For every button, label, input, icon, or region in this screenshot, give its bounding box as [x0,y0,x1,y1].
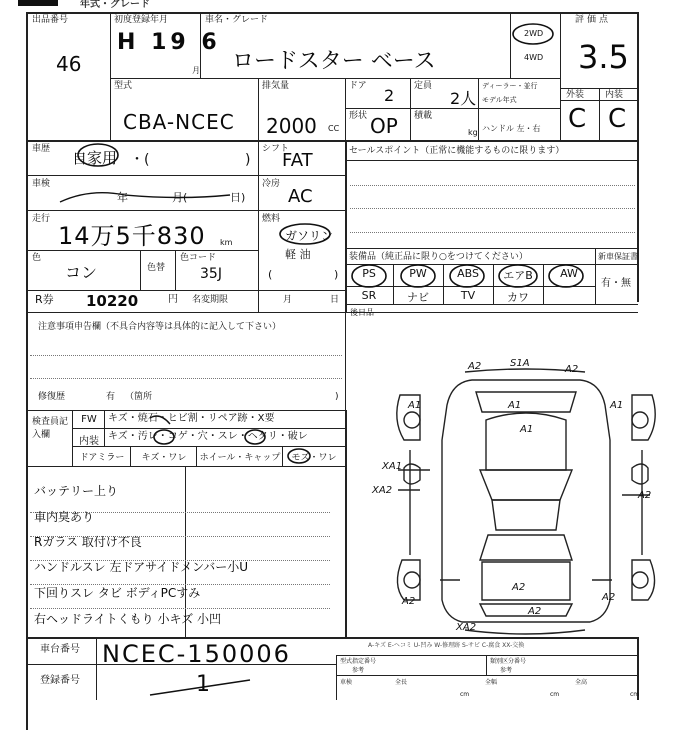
hw-note-2: 車内臭あり [34,510,95,524]
hw-recycle-fee: 10220 [86,292,139,310]
hw-note-4: ハンドルスレ 左ドアサイドメンバー小U [34,560,249,574]
label-handle: ハンドル 左・右 [482,124,541,133]
hw-shift: FAT [282,150,313,171]
mark-rear-xa2: XA2 [456,622,477,633]
circle-private-use [78,144,118,166]
label-shift: シフト [262,144,290,154]
hw-note-1: バッテリー上り [34,484,119,498]
wheel-rl [404,572,420,588]
wheel-fr [632,412,648,428]
label-lot-no: 出品番号 [32,15,69,25]
bottom-small-4: 車検 [340,679,353,686]
hw-reg-no: 1 [196,672,210,697]
bottom-small-0: 型式指定番号 [340,658,377,665]
strike-inspection [60,193,230,202]
label-history-close: ) [245,152,251,168]
label-repair-history: 修復歴 [38,392,66,402]
label-2wd: 2WD [524,29,544,38]
rear-edge [465,630,585,634]
bottom-small-2: 類別区分番号 [490,658,527,665]
label-km: km [220,238,233,247]
label-repair-close: ) [335,392,339,402]
mark-rr-a2: A2 [602,592,616,603]
hw-chassis-no: NCEC-150006 [102,640,291,668]
equip-aw: AW [560,267,578,280]
inspector-interior: 内装 [79,436,99,447]
hw-shape: OP [370,114,398,138]
equip-abs: ABS [457,267,479,280]
rear-bumper [480,604,572,616]
label-inspector: 検査員記入欄 [32,417,69,440]
label-color-code: 色コード [180,253,217,263]
circle-abs [450,265,484,287]
front-right-fender [632,395,655,440]
mark-fl-a1: A1 [408,400,422,411]
label-kg: kg [468,128,478,137]
hw-lot-no: 46 [56,52,82,76]
inspector-fw-items: キズ・焼石・ヒビ割・リペア跡・X要 [108,413,275,424]
equip-leather: カワ [507,291,529,304]
handwritten-strokes [60,193,250,695]
label-repair-yes: 有 [106,392,116,402]
label-fuel: 燃料 [262,214,281,224]
mark-bumper-a1: A1 [508,400,522,411]
label-inspection-day: 日) [230,191,246,204]
label-history-value: ・( [130,152,150,168]
label-warranty-value: 有・無 [601,278,631,289]
hw-model-code: CBA-NCEC [123,110,235,134]
label-reg-no: 登録番号 [40,675,80,686]
label-yen: 円 [168,294,178,305]
hw-mileage: 14万5千830 [58,222,206,250]
label-notes: 注意事項申告欄（不具合内容等は具体的に記入して下さい） [38,322,282,332]
hw-car-name: ロードスター ベース [232,49,436,74]
label-car-name: 車名・グレード [205,15,269,25]
equip-tv: TV [460,289,476,302]
strike-chip [150,416,170,424]
label-shape: 形状 [349,111,368,121]
hw-fuel: ガソリン [285,229,334,243]
hw-rating: 3.5 [578,38,629,76]
hw-note-3: Rガラス 取付け不良 [34,535,142,549]
legend: A-キズ E-ヘコミ U-凹み W-修理跡 S-サビ C-腐食 XX-交換 [368,642,525,649]
hw-exterior-grade: C [568,104,587,134]
hw-displacement: 2000 [266,114,317,138]
bottom-small-1: 参考 [352,667,365,674]
label-history: 車歴 [32,144,51,154]
hood [486,413,566,470]
mark-trunk-a2: A2 [512,582,526,593]
circle-wheel-scratch [288,449,310,463]
circle-stain [154,430,174,444]
label-load: 積載 [414,111,433,121]
label-equipment: 装備品（純正品に限り○をつけてください） [349,252,528,262]
windshield [480,470,572,500]
label-sales-point: セールスポイント（正常に機能するものに限ります） [349,146,565,156]
bottom-small-8: cm [460,691,470,698]
hw-history: 自家用 [72,149,118,167]
circle-pw [401,265,435,287]
strike-reg-no [150,680,250,695]
label-cooler: 冷房 [262,179,281,189]
rear-right-fender [632,560,655,600]
right-mirror [632,464,648,484]
label-color: 色 [32,253,42,263]
circle-2wd [513,24,553,44]
hw-color-code: 35J [200,266,222,282]
equip-navi: ナビ [407,291,429,304]
roof [492,500,560,530]
label-color-change: 色替 [147,263,166,273]
mark-hood-a1: A1 [520,424,534,435]
mark-fr-a1: A1 [610,400,624,411]
mark-front-right-a2: A2 [565,364,579,375]
inspector-mirror-items: キズ・ワレ [141,453,187,463]
label-capacity: 定員 [414,81,433,91]
label-month: 月 [283,295,293,305]
car-body-outline [442,380,610,622]
bottom-small-3: 参考 [500,667,513,674]
inspector-interior-items: キズ・汚レ・コゲ・穴・スレ・ヘタリ・破レ [108,431,308,442]
rear-window [480,535,572,560]
bottom-small-5: 全長 [395,679,408,686]
bottom-small-6: 全幅 [485,679,498,686]
marker-lines-left [398,470,430,490]
label-inspection: 車検 [32,179,51,189]
label-fuel-paren-open: ( [268,268,273,281]
circle-ps [352,265,386,287]
inspector-mirror: ドアミラー [79,453,125,463]
header-strip: 年式・グレード [80,0,150,10]
rear-left-fender [397,560,420,600]
mark-rl-a2: A2 [402,596,416,607]
label-recycle: R券 [35,293,54,306]
hw-note-6: 右ヘッドライトくもり 小キズ 小凹 [34,612,222,626]
hw-interior-grade: C [608,104,627,134]
label-new-warranty: 新車保証書 [598,252,638,261]
circle-gasoline [280,224,330,244]
mark-front-s1a: S1A [510,358,530,369]
mark-right-side-a2: A2 [638,490,652,501]
diagram-damage-codes [371,358,651,633]
label-exterior: 外装 [566,90,585,100]
label-4wd: 4WD [524,53,544,62]
label-fuel-paren-close: ) [334,268,339,281]
inspector-wheel: ホイール・キャップ [199,453,281,463]
label-model-code: 型式 [114,81,133,91]
label-chassis-no: 車台番号 [40,644,80,655]
label-light-oil: 軽 油 [285,248,311,261]
hw-doors: 2 [384,86,395,105]
inspector-fw: FW [81,414,97,425]
label-inspection-month: 月( [172,191,188,204]
label-displacement: 排気量 [262,81,290,91]
label-day: 日 [330,295,340,305]
hw-color: コン [65,263,98,282]
front-bumper [476,392,576,412]
trunk [482,562,570,600]
label-doors: ドア [349,81,367,91]
equip-sr: SR [361,289,377,302]
bottom-small-7: 全高 [575,679,588,686]
bottom-small-10: cm [630,691,640,698]
mark-front-a2: A2 [468,361,482,372]
hw-first-reg-unit: 月 [192,66,200,75]
circle-scuff [245,430,265,444]
label-back-seat: 後日品 [350,308,374,317]
label-interior: 内装 [605,90,624,100]
equip-airbag: エアB [503,269,533,282]
label-repair-location: （箇所 [125,392,153,402]
wheel-rr [632,572,648,588]
circle-airbag [499,265,537,287]
handwritten-circles [78,24,583,463]
left-mirror [404,464,420,484]
hw-note-5: 下回りスレ タビ ボディPCすみ [34,586,201,600]
inspector-wheel-items: モズ・ワレ [291,453,337,463]
hw-capacity: 2人 [450,89,477,108]
label-cc: CC [328,124,340,133]
mark-rear-a2: A2 [528,606,542,617]
wheel-fl [404,412,420,428]
label-first-reg: 初度登録年月 [114,15,169,25]
hw-cooler: AC [288,186,313,207]
label-mileage: 走行 [32,214,51,224]
label-rating: 評価点 [575,15,612,25]
mark-left-door-xa1: XA1 [382,461,403,472]
equip-ps: PS [362,267,376,280]
label-name-change: 名変期限 [192,295,229,305]
label-inspection-year: 年 [117,191,128,204]
mark-left-side-xa2: XA2 [372,485,393,496]
circle-aw [549,265,583,287]
equip-pw: PW [409,267,427,280]
hw-first-reg: H 19 6 [117,30,221,55]
label-dealer: ディーラー・並行 [482,82,538,90]
bottom-small-9: cm [550,691,560,698]
label-model-year: モデル年式 [482,96,517,104]
